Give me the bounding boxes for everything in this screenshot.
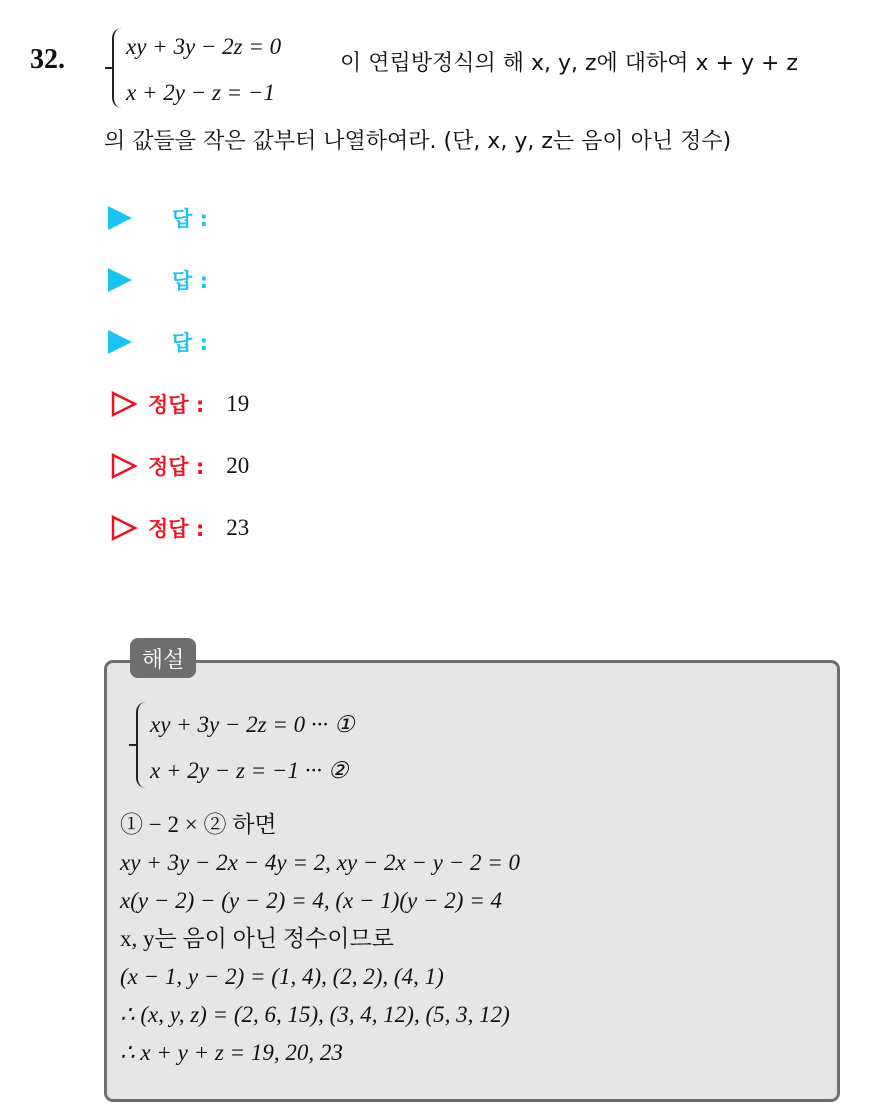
system-brace <box>112 28 122 108</box>
answer-slot-2[interactable] <box>108 260 208 300</box>
correct-answer-2 <box>108 446 249 486</box>
correct-value: 20 <box>226 453 250 478</box>
outline-triangle-icon <box>110 452 138 480</box>
answer-slot-3[interactable] <box>108 322 208 362</box>
correct-label: 정답 : <box>148 455 205 479</box>
equation-2: x + 2y − z = −1 <box>126 80 275 105</box>
correct-value: 19 <box>226 391 250 416</box>
solution-line-7: ∴ x + y + z = 19, 20, 23 <box>120 1040 343 1065</box>
answer-label: 답 : <box>172 269 208 293</box>
play-icon <box>108 330 132 354</box>
solution-tab: 해설 <box>130 638 196 678</box>
solution-line-6: ∴ (x, y, z) = (2, 6, 15), (3, 4, 12), (5, 3, 12) <box>120 1002 510 1027</box>
answer-label: 답 : <box>172 207 208 231</box>
outline-triangle-icon <box>110 514 138 542</box>
outline-triangle-icon <box>110 390 138 418</box>
correct-label: 정답 : <box>148 517 205 541</box>
solution-line-2: xy + 3y − 2x − 4y = 2, xy − 2x − y − 2 = 0 <box>120 850 521 875</box>
correct-answer-1 <box>108 384 249 424</box>
solution-line-1: ① − 2 × ② 하면 <box>120 812 277 837</box>
question-text-line2: 의 값들을 작은 값부터 나열하여라. (단, x, y, z는 음이 아닌 정수) <box>104 129 732 154</box>
question-number: 32. <box>30 44 65 75</box>
answer-label: 답 : <box>172 331 208 355</box>
solution-equation-system <box>150 702 355 794</box>
solution-equation-2: x + 2y − z = −1 ··· ② <box>150 758 349 783</box>
correct-value: 23 <box>226 515 250 540</box>
solution-equation-1: xy + 3y − 2z = 0 ··· ① <box>150 712 355 737</box>
play-icon <box>108 206 132 230</box>
solution-line-4: x, y는 음이 아닌 정수이므로 <box>120 926 394 951</box>
solution-line-3: x(y − 2) − (y − 2) = 4, (x − 1)(y − 2) = 4 <box>120 888 502 913</box>
correct-answer-3 <box>108 508 249 548</box>
equation-1: xy + 3y − 2z = 0 <box>126 34 282 59</box>
answer-slot-1[interactable] <box>108 198 208 238</box>
question-text-line1: 이 연립방정식의 해 x, y, z에 대하여 x + y + z <box>340 51 798 76</box>
correct-label: 정답 : <box>148 393 205 417</box>
equation-system <box>126 24 281 116</box>
solution-line-5: (x − 1, y − 2) = (1, 4), (2, 2), (4, 1) <box>120 964 444 989</box>
solution-system-brace <box>136 702 146 788</box>
play-icon <box>108 268 132 292</box>
